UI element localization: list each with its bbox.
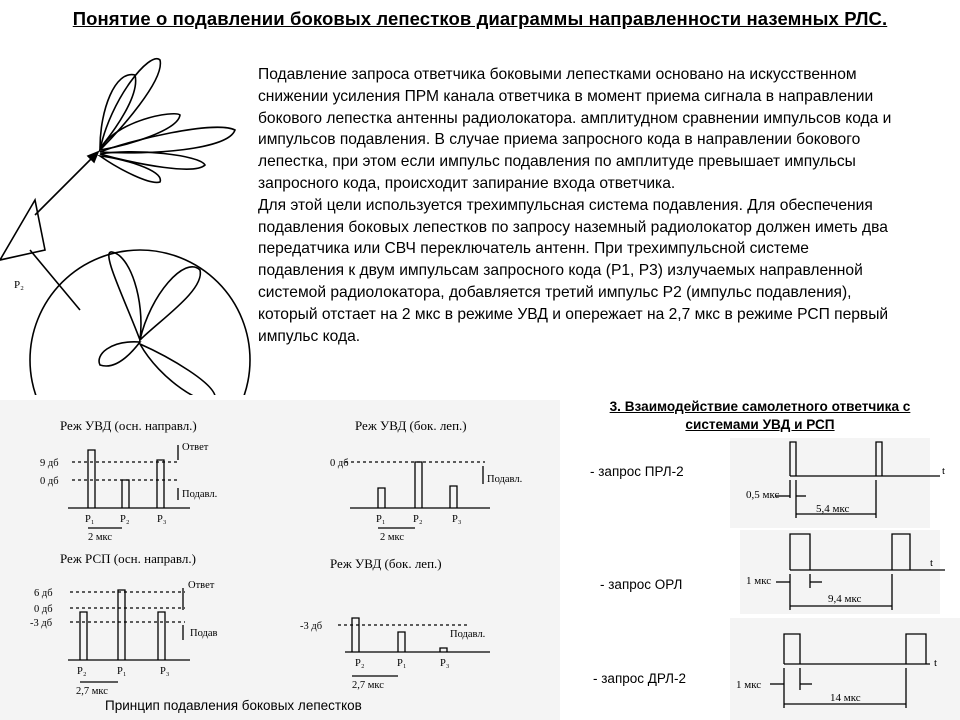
section-3-line: системами УВД и РСП	[685, 416, 835, 432]
interval-label: 1 мкс	[746, 575, 772, 587]
level-label: -3 дб	[30, 618, 53, 629]
request-label-prl2: - запрос ПРЛ-2	[590, 464, 684, 479]
diagram-title: Реж УВД (бок. леп.)	[355, 418, 467, 433]
pulse-diagrams	[0, 400, 560, 700]
paragraph-1: Подавление запроса ответчика боковыми лепестками основано на искусственном снижении усиления ПРМ канала ответчика в момент приема сигнала в направлении бокового лепестка антенны радиолокатора. амплитудном сравнении импульсов кода и импульсов подавления. В случае приема запросного кода в направлении бокового лепестка, при этом если импульс подавления по амплитуде превышает импульсы запросного кода, происходит запирание входа ответчика.	[258, 66, 892, 192]
page-title: Понятие о подавлении боковых лепестков диаграммы направленности наземных РЛС.	[72, 8, 888, 29]
pulse-label: P₁	[376, 514, 386, 525]
level-label: 9 дб	[40, 458, 59, 469]
level-label: 0 дб	[330, 458, 349, 469]
time-axis-label: t	[942, 465, 946, 477]
pulse-label: P₂	[355, 658, 365, 669]
p2-label: P₂	[14, 279, 24, 291]
level-label: -3 дб	[300, 621, 323, 632]
response-label: Ответ	[182, 442, 209, 453]
paragraph-2: Для этой цели используется трехимпульсная система подавления. Для обеспечения подавления боковых лепестков по запросу наземный радиолокатор должен иметь два передатчика или СВЧ переключатель антенн. При трехимпульсной системе подавления к двум импульсам запросного кода (Р1, Р3) излучаемых направленной системой радиолокатора, добавляется третий импульс Р2 (импульс подавления), который отстает на 2 мкс в режиме УВД и опережает на 2,7 мкс в режиме РСП первый импульс кода.	[258, 196, 889, 345]
request-timing-diagrams	[730, 438, 960, 720]
response-label: Ответ	[188, 580, 215, 591]
pulse-label: P₂	[413, 514, 423, 525]
pulse-label: P₁	[117, 666, 127, 677]
section-3-heading	[574, 398, 946, 433]
suppression-label: Подавл.	[487, 474, 523, 485]
level-label: 0 дб	[40, 476, 59, 487]
pulse-label: P₃	[452, 514, 462, 525]
diagram-title: Реж РСП (осн. направл.)	[60, 551, 196, 566]
interval-label: 0,5 мкс	[746, 489, 780, 501]
interval-label: 5,4 мкс	[816, 503, 850, 515]
interval-label: 1 мкс	[736, 679, 762, 691]
level-label: 0 дб	[34, 604, 53, 615]
interval-label: 9,4 мкс	[828, 593, 862, 605]
interval-label: 2,7 мкс	[352, 680, 384, 691]
pulse-label: P₂	[77, 666, 87, 677]
pulse-label: P₃	[440, 658, 450, 669]
suppression-label: Подавл.	[450, 629, 486, 640]
interval-label: 2 мкс	[88, 532, 113, 543]
request-label-orl: - запрос ОРЛ	[600, 577, 683, 592]
pulse-label: P₁	[85, 514, 95, 525]
pulse-label: P₃	[160, 666, 170, 677]
time-axis-label: t	[934, 657, 938, 669]
pulse-label: P₃	[157, 514, 167, 525]
level-label: 6 дб	[34, 588, 53, 599]
pulse-label: P₂	[120, 514, 130, 525]
section-3-line: 3. Взаимодействие самолетного ответчика с	[609, 399, 911, 414]
request-label-drl2: - запрос ДРЛ-2	[593, 671, 687, 686]
suppression-label: Подав	[190, 628, 218, 639]
diagram-title: Реж УВД (осн. направл.)	[60, 418, 197, 433]
interval-label: 2 мкс	[380, 532, 405, 543]
figure-caption: Принцип подавления боковых лепестков	[105, 698, 362, 713]
suppression-label: Подавл.	[182, 489, 218, 500]
main-text	[258, 64, 898, 347]
diagram-title: Реж УВД (бок. леп.)	[330, 556, 442, 571]
time-axis-label: t	[930, 557, 934, 569]
interval-label: 14 мкс	[830, 692, 861, 704]
antenna-lobes-diagram	[0, 40, 258, 395]
interval-label: 2,7 мкс	[76, 686, 108, 697]
pulse-label: P₁	[397, 658, 407, 669]
